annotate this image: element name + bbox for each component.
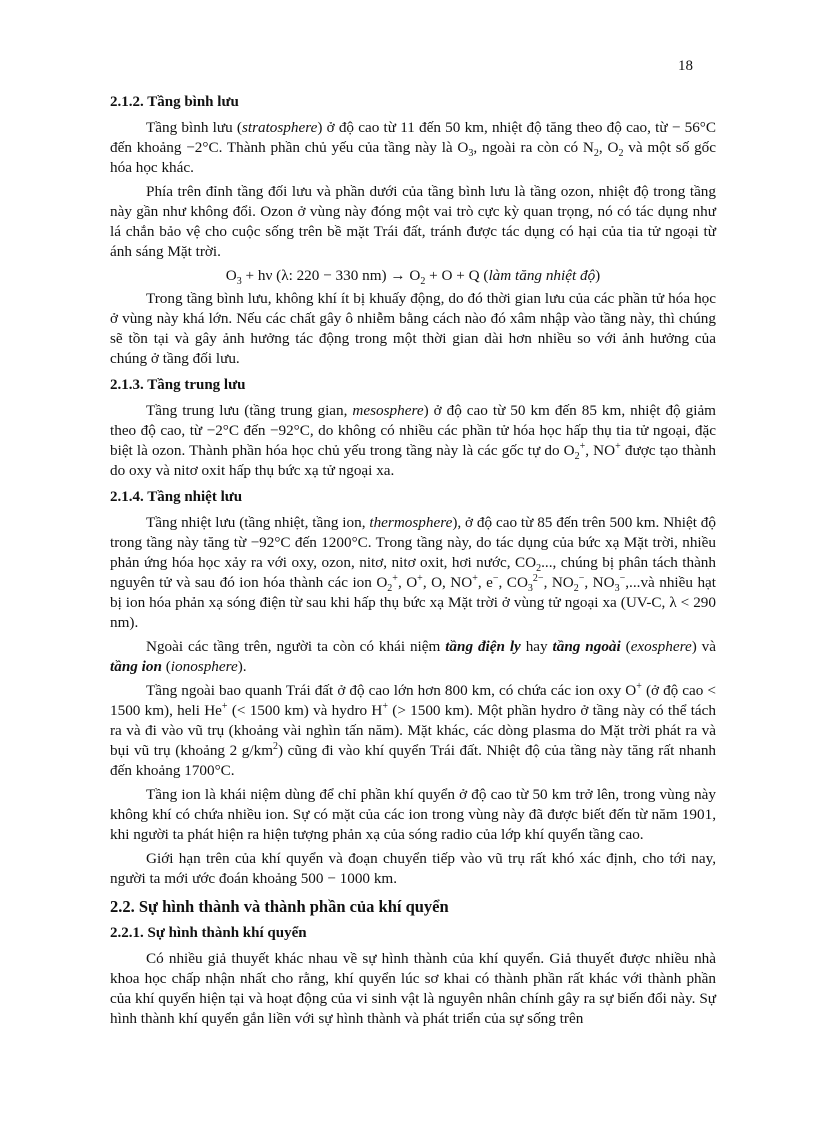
paragraph: Tầng ngoài bao quanh Trái đất ở độ cao lớn hơn 800 km, có chứa các ion oxy O+ (ở độ cao < 1500 km), heli He+ (< 1500 km) và hydro H+ (> 1500 km). Một phần hydro ở tầng này có thể tách ra và đi vào vũ trụ (khoảng vài nghìn tấn năm). Mặt khác, các dòng plasma do Mặt trời phát ra và bụi vũ trụ (khoảng 2 $g/km^2$) cũng đi vào khí quyển Trái đất. Nhiệt độ của tầng này tăng rất nhanh đến khoảng 1700°C. (110, 680, 717, 779)
section-heading-2-2-1: 2.2.1. Sự hình thành khí quyển (110, 925, 307, 941)
paragraph: Giới hạn trên của khí quyển và đoạn chuyển tiếp vào vũ trụ rất khó xác định, cho tới nay, người ta mới ước đoán khoảng 500 − 1000 km. (110, 850, 716, 887)
paragraph: Tầng bình lưu (stratosphere) ở độ cao từ 11 đến 50 km, nhiệt độ tăng theo độ cao, từ − 56°C đến khoảng −2°C. Thành phần chủ yếu của tầng này là $O_3$, ngoài ra còn có $N_2$, $O_2$ và một số gốc hóa học khác. (110, 119, 716, 176)
paragraph: Tầng ion là khái niệm dùng để chỉ phần khí quyển ở độ cao từ 50 km trở lên, trong vùng này không khí có chứa nhiều ion. Sự có mặt của các ion trong vùng này đã được biết đến từ năm 1901, khi người ta phát hiện ra hiện tượng phản xạ của sóng radio của lớp khí quyển tầng cao. (110, 786, 716, 843)
paragraph: Trong tầng bình lưu, không khí ít bị khuấy động, do đó thời gian lưu của các phần tử hóa học ở vùng này khá lớn. Nếu các chất gây ô nhiễm bằng cách nào đó xâm nhập vào tầng này, thì chúng sẽ tồn tại và gây ảnh hưởng tác động trong một thời gian dài hơn nhiều so với ảnh hưởng của chúng ở tầng đối lưu. (110, 290, 716, 367)
section-heading-2-1-4: 2.1.4. Tầng nhiệt lưu (110, 489, 243, 505)
paragraph: Phía trên đỉnh tầng đối lưu và phần dưới của tầng bình lưu là tầng ozon, nhiệt độ trong tầng này gần như không đổi. Ozon ở vùng này đóng một vai trò cực kỳ quan trọng, nó có tác dụng như lá chắn bảo vệ cho cuộc sống trên bề mặt Trái đất, tránh được tác dụng có hại của tia tử ngoại từ ánh sáng Mặt trời. (110, 183, 716, 260)
paragraph: Ngoài các tầng trên, người ta còn có khái niệm tầng điện ly hay tầng ngoài (exosphere) và tầng ion (ionosphere). (110, 638, 716, 675)
section-heading-2-1-3: 2.1.3. Tầng trung lưu (110, 377, 246, 393)
paragraph: Có nhiều giả thuyết khác nhau về sự hình thành của khí quyển. Giả thuyết được nhiều nhà khoa học chấp nhận nhất cho rằng, khí quyển lúc sơ khai có thành phần rất khác với thành phần của khí quyển hiện tại và hoạt động của vi sinh vật là nguyên nhân chính gây ra sự biến đổi này. Sự hình thành khí quyển gắn liền với sự hình thành và phát triển của sự sống trên (110, 950, 716, 1027)
ozone-equation: $O_3 + h\nu$ (λ: 220 − 330 $nm) \to O_2 + O + Q$ (làm tăng nhiệt độ) (225, 267, 601, 288)
section-heading-2-1-2: 2.1.2. Tầng bình lưu (110, 94, 239, 110)
paragraph: Tầng nhiệt lưu (tầng nhiệt, tầng ion, thermosphere), ở độ cao từ 85 đến trên 500 km. Nhiệt độ trong tầng này tăng từ −92°C đến 1200°C. Trong tầng này, do tác dụng của bức xạ Mặt trời, nhiều phản ứng hóa học xảy ra với oxy, ozon, nitơ, nitơ oxit, hơi nước, $CO_2$..., chúng bị phân tách thành nguyên tử và sau đó ion hóa thành các ion $O_2^+$, O+, O, NO+, e−, $CO_3^{2-}$, $NO_2^-$, $NO_3^-,...và$ nhiều hạt bị ion hóa phản xạ sóng điện từ sau khi hấp thụ bức xạ Mặt trời ở vùng tử ngoại xa (UV-C, λ < 290 nm). (110, 514, 717, 631)
section-heading-2-2: 2.2. Sự hình thành và thành phần của khí quyển (110, 897, 449, 916)
document-body (110, 92, 716, 1033)
paragraph: Tầng trung lưu (tầng trung gian, mesosphere) ở độ cao từ 50 km đến 85 km, nhiệt độ giảm theo độ cao, từ −2°C đến −92°C, do không có nhiều các phần tử hóa học hấp thụ tia tử ngoại, đặc biệt là ozon. Thành phần hóa học chủ yếu trong tầng này là các gốc tự do $O_2^+$, NO+ được tạo thành do oxy và nitơ oxit hấp thụ bức xạ tử ngoại xa. (110, 402, 717, 479)
page-number: 18 (678, 58, 693, 74)
